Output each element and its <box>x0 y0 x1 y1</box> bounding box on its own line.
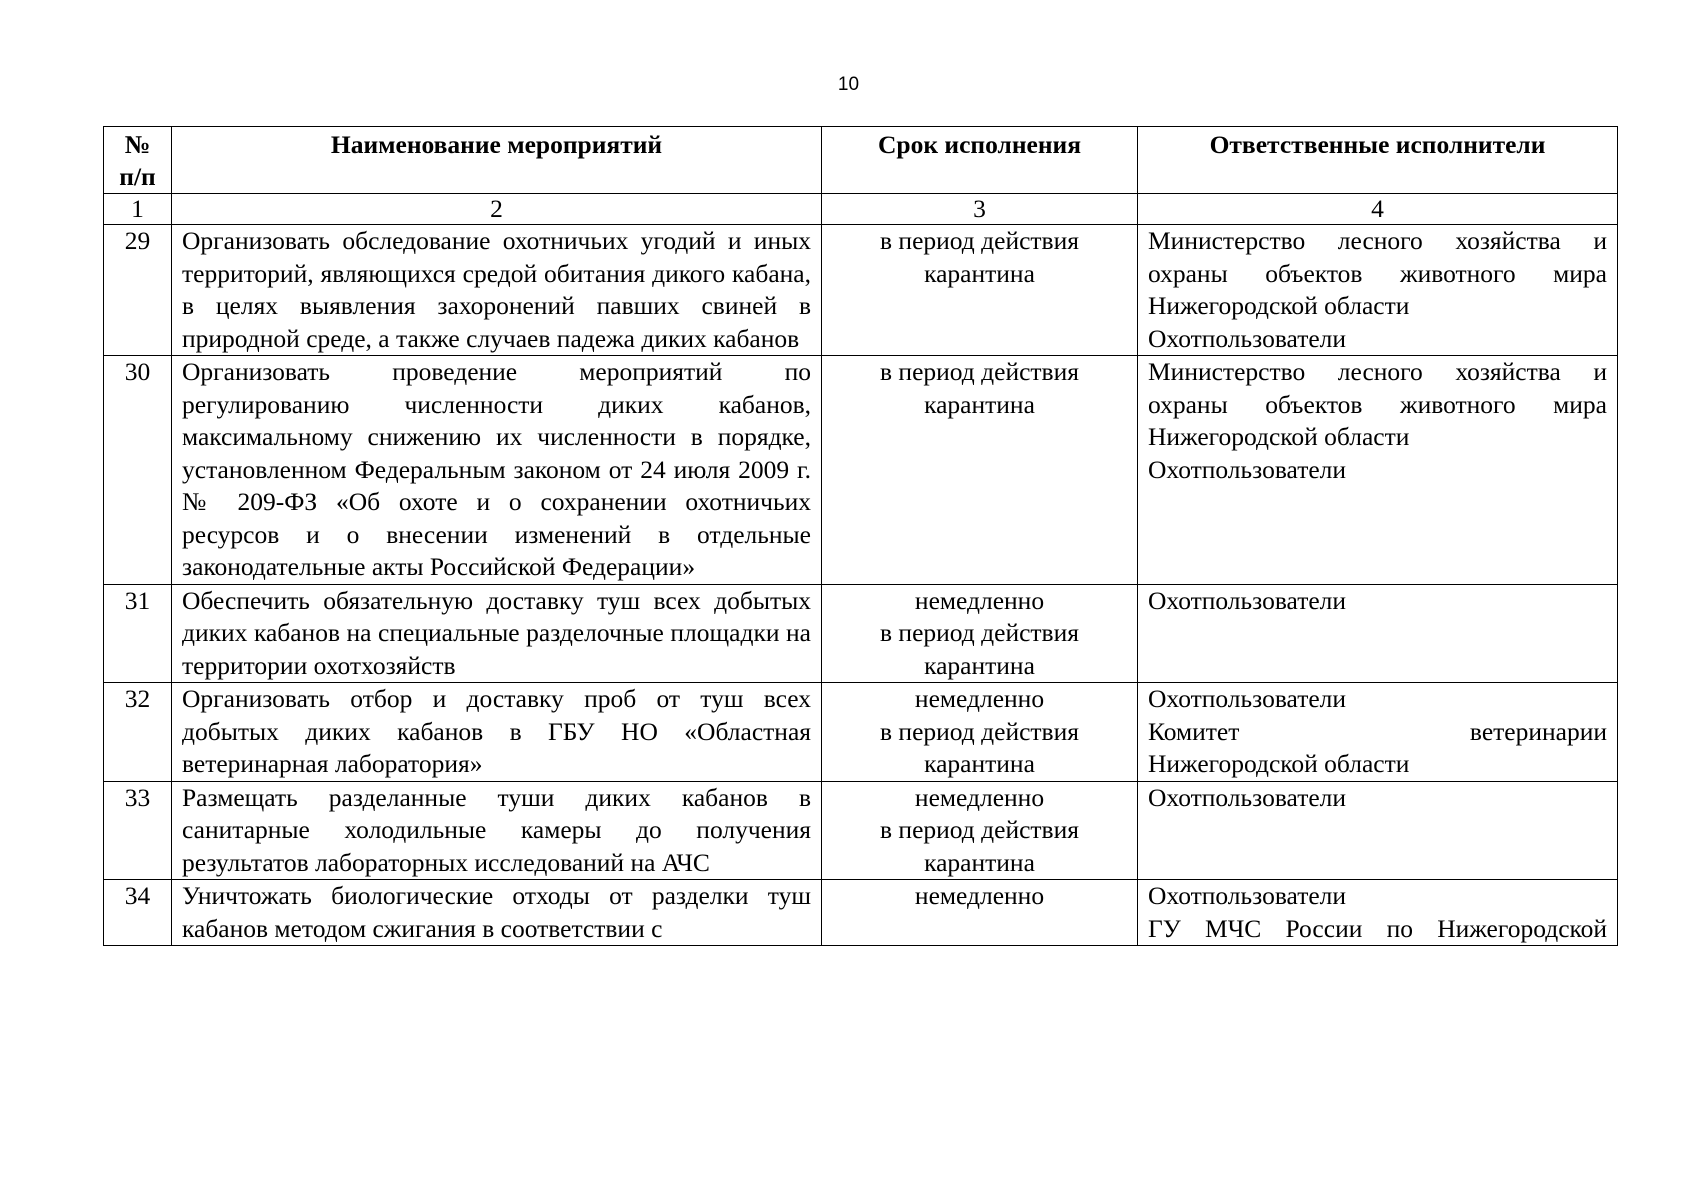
row-responsible-line: Министерство лесного хозяйства и <box>1148 226 1607 255</box>
row-term-line: карантина <box>924 258 1035 288</box>
column-index: 2 <box>172 194 822 225</box>
cut-wrapper <box>182 880 811 945</box>
row-activity <box>172 584 822 683</box>
row-term <box>822 781 1138 880</box>
row-activity <box>172 356 822 585</box>
row-term-line: карантина <box>924 847 1035 877</box>
column-index-row <box>104 194 1618 225</box>
row-responsible <box>1138 880 1618 946</box>
row-term-line: карантина <box>924 389 1035 419</box>
row-responsible <box>1138 584 1618 683</box>
table-row <box>104 356 1618 585</box>
header-number <box>104 127 172 194</box>
row-term-line: в период действия <box>880 357 1079 386</box>
table-row <box>104 225 1618 356</box>
row-term-line: в период действия <box>880 716 1079 746</box>
row-term <box>822 584 1138 683</box>
row-term-line: в период действия <box>880 226 1079 255</box>
row-term-line: карантина <box>924 749 1035 778</box>
row-responsible-line: Охотпользователи <box>1148 454 1347 484</box>
row-activity-text: Размещать разделанные туши диких кабанов в санитарные холодильные камеры до получения результатов лабораторных исследований на АЧС <box>182 782 811 877</box>
row-number: 29 <box>104 225 172 356</box>
action-plan-table <box>103 126 1618 946</box>
table-row <box>104 781 1618 880</box>
row-responsible-line: охраны объектов животного мира <box>1148 389 1607 419</box>
row-responsible-line: охраны объектов животного мира <box>1148 258 1607 288</box>
row-activity <box>172 781 822 880</box>
header-name: Наименование мероприятий <box>172 127 822 194</box>
row-activity <box>172 683 822 782</box>
row-term-line: в период действия <box>880 815 1079 844</box>
row-term-line: немедленно <box>914 684 1045 713</box>
row-activity <box>172 880 822 946</box>
row-activity-text: Уничтожать биологические отходы от разделки туш кабанов методом сжигания в соответствии с <box>182 881 811 943</box>
row-responsible-line: Охотпользователи <box>1148 684 1347 713</box>
header-responsible: Ответственные исполнители <box>1138 127 1618 194</box>
table-row <box>104 683 1618 782</box>
row-number: 30 <box>104 356 172 585</box>
row-activity <box>172 225 822 356</box>
table-header-row <box>104 127 1618 194</box>
row-responsible-line: Охотпользователи <box>1148 585 1347 615</box>
row-activity-text: Обеспечить обязательную доставку туш всех добытых диких кабанов на специальные разделочные площадки на территории охотхозяйств <box>182 585 811 680</box>
column-index: 1 <box>104 194 172 225</box>
row-activity-text: Организовать обследование охотничьих угодий и иных территорий, являющихся средой обитания дикого кабана, в целях выявления захоронений павших свиней в природной среде, а также случаев падежа диких кабанов <box>182 226 811 353</box>
row-responsible-line: Министерство лесного хозяйства и <box>1148 357 1607 386</box>
row-responsible-line: Охотпользователи <box>1148 782 1347 812</box>
table-row <box>104 584 1618 683</box>
table-row <box>104 880 1618 946</box>
cut-wrapper: 34 <box>124 881 151 910</box>
row-responsible <box>1138 356 1618 585</box>
row-responsible-line: Нижегородской области <box>1148 422 1410 451</box>
cut-wrapper <box>1148 880 1607 945</box>
row-number: 31 <box>104 584 172 683</box>
row-responsible-line: Нижегородской области <box>1148 749 1410 778</box>
row-number: 33 <box>104 781 172 880</box>
row-number <box>104 880 172 946</box>
row-term <box>822 225 1138 356</box>
page-number: 10 <box>837 74 860 95</box>
column-index: 3 <box>822 194 1138 225</box>
row-responsible-line: Комитет ветеринарии <box>1148 716 1607 746</box>
header-number-line2: п/п <box>119 162 156 191</box>
row-term <box>822 880 1138 946</box>
header-number-line1: № <box>124 130 151 159</box>
row-number: 32 <box>104 683 172 782</box>
row-term-line: карантина <box>924 650 1035 680</box>
header-term: Срок исполнения <box>822 127 1138 194</box>
row-responsible-line: Нижегородской области <box>1148 291 1410 320</box>
row-term-line: немедленно <box>914 782 1045 812</box>
row-responsible-line: ГУ МЧС России по Нижегородской <box>1148 913 1607 943</box>
cut-wrapper <box>822 880 1137 945</box>
row-activity-text: Организовать отбор и доставку проб от туш всех добытых диких кабанов в ГБУ НО «Областная ветеринарная лаборатория» <box>182 684 811 778</box>
row-term <box>822 683 1138 782</box>
row-responsible-line: Охотпользователи <box>1148 323 1347 353</box>
row-responsible <box>1138 683 1618 782</box>
row-responsible-line: Охотпользователи <box>1148 881 1347 910</box>
row-responsible <box>1138 781 1618 880</box>
column-index: 4 <box>1138 194 1618 225</box>
row-activity-text: Организовать проведение мероприятий по регулированию численности диких кабанов, максимальному снижению их численности в порядке, установленном Федеральным законом от 24 июля 2009 г. № 209-ФЗ «Об охоте и о сохранении охотничьих ресурсов и о внесении изменений в отдельные законодательные акты Российской Федерации» <box>182 357 811 581</box>
row-term-line: немедленно <box>914 881 1045 910</box>
row-term-line: немедленно <box>914 585 1045 615</box>
row-responsible <box>1138 225 1618 356</box>
row-term <box>822 356 1138 585</box>
row-term-line: в период действия <box>880 618 1079 647</box>
